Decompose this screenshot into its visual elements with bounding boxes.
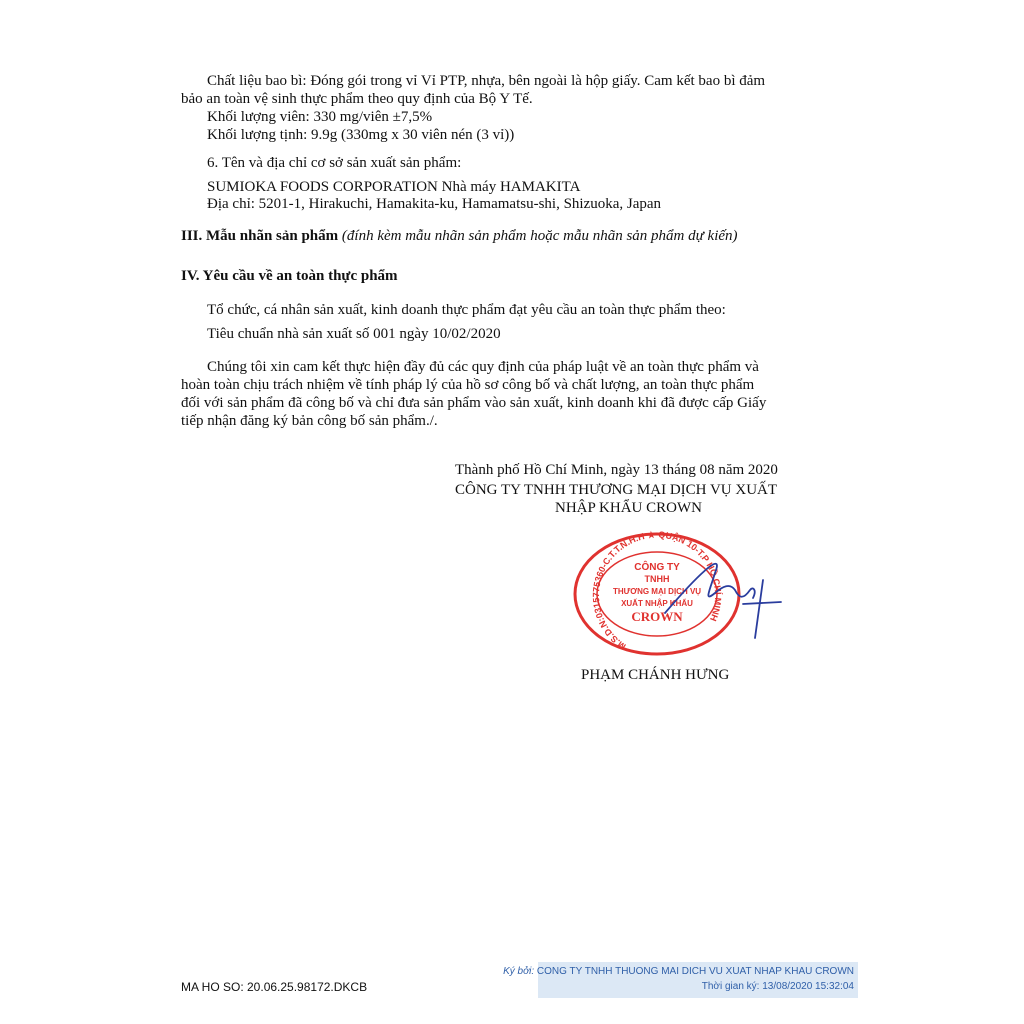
section4-line2: Tiêu chuẩn nhà sản xuất số 001 ngày 10/02/2020 bbox=[207, 326, 501, 342]
seal-line1: CÔNG TY bbox=[634, 562, 680, 573]
seal-line2: TNHH bbox=[644, 574, 670, 584]
seal-line4: XUẤT NHẬP KHẨU bbox=[621, 599, 693, 608]
signed-by-label: Ký bởi: bbox=[503, 966, 535, 977]
section4-line1: Tổ chức, cá nhân sản xuất, kinh doanh thực phẩm đạt yêu cầu an toàn thực phẩm theo: bbox=[207, 302, 726, 318]
company-name-line2: NHẬP KHẨU CROWN bbox=[555, 500, 702, 516]
section3-title: III. Mẫu nhãn sản phẩm bbox=[181, 228, 339, 244]
packaging-material-line2: bảo an toàn vệ sinh thực phẩm theo quy định của Bộ Y Tế. bbox=[181, 91, 533, 107]
signed-by-value: CONG TY TNHH THUONG MAI DICH VU XUAT NHAP KHAU CROWN bbox=[536, 966, 854, 977]
commitment-line1: Chúng tôi xin cam kết thực hiện đầy đủ các quy định của pháp luật về an toàn thực phẩm và bbox=[207, 359, 759, 375]
company-seal bbox=[565, 528, 790, 663]
ma-ho-so: MA HO SO: 20.06.25.98172.DKCB bbox=[181, 980, 368, 994]
section3-heading bbox=[181, 226, 738, 246]
digital-signature-box bbox=[503, 962, 858, 998]
section4-title: IV. Yêu cầu về an toàn thực phẩm bbox=[181, 268, 398, 284]
commitment-line4: tiếp nhận đăng ký bản công bố sản phẩm./. bbox=[181, 413, 438, 429]
signer-name: PHẠM CHÁNH HƯNG bbox=[581, 667, 730, 683]
seal-ring-text: M.S.D.N:0315775360-C.T.T.N.H.H ★ QUẬN 10-T.P HỒ CHÍ MINH bbox=[590, 529, 724, 652]
seal-line5: CROWN bbox=[631, 609, 683, 624]
manufacturer-address: Địa chỉ: 5201-1, Hirakuchi, Hamakita-ku, Hamamatsu-shi, Shizuoka, Japan bbox=[207, 196, 662, 212]
tablet-weight: Khối lượng viên: 330 mg/viên ±7,5% bbox=[207, 109, 433, 125]
seal-line3: THƯƠNG MẠI DỊCH VỤ bbox=[612, 587, 702, 596]
digital-signature-time: Thời gian ký: 13/08/2020 15:32:04 bbox=[701, 981, 854, 992]
commitment-line3: đối với sản phẩm đã công bố và chỉ đưa sản phẩm vào sản xuất, kinh doanh khi đã được cấp Giấy bbox=[181, 395, 767, 411]
company-name-line1: CÔNG TY TNHH THƯƠNG MẠI DỊCH VỤ XUẤT bbox=[455, 482, 778, 498]
commitment-line2: hoàn toàn chịu trách nhiệm về tính pháp lý của hồ sơ công bố và chất lượng, an toàn thực phẩm bbox=[181, 377, 755, 393]
packaging-material-line1: Chất liệu bao bì: Đóng gói trong vỉ Vỉ PTP, nhựa, bên ngoài là hộp giấy. Cam kết bao bì đảm bbox=[207, 73, 766, 89]
manufacturer-name: SUMIOKA FOODS CORPORATION Nhà máy HAMAKITA bbox=[207, 179, 581, 195]
place-date: Thành phố Hồ Chí Minh, ngày 13 tháng 08 năm 2020 bbox=[455, 462, 778, 478]
manufacturer-heading: 6. Tên và địa chỉ cơ sở sản xuất sản phẩm: bbox=[207, 155, 462, 171]
net-weight: Khối lượng tịnh: 9.9g (330mg x 30 viên nén (3 vỉ)) bbox=[207, 127, 515, 143]
section3-note: (đính kèm mẫu nhãn sản phẩm hoặc mẫu nhãn sản phẩm dự kiến) bbox=[341, 228, 738, 244]
digital-signature-signer bbox=[503, 966, 854, 977]
